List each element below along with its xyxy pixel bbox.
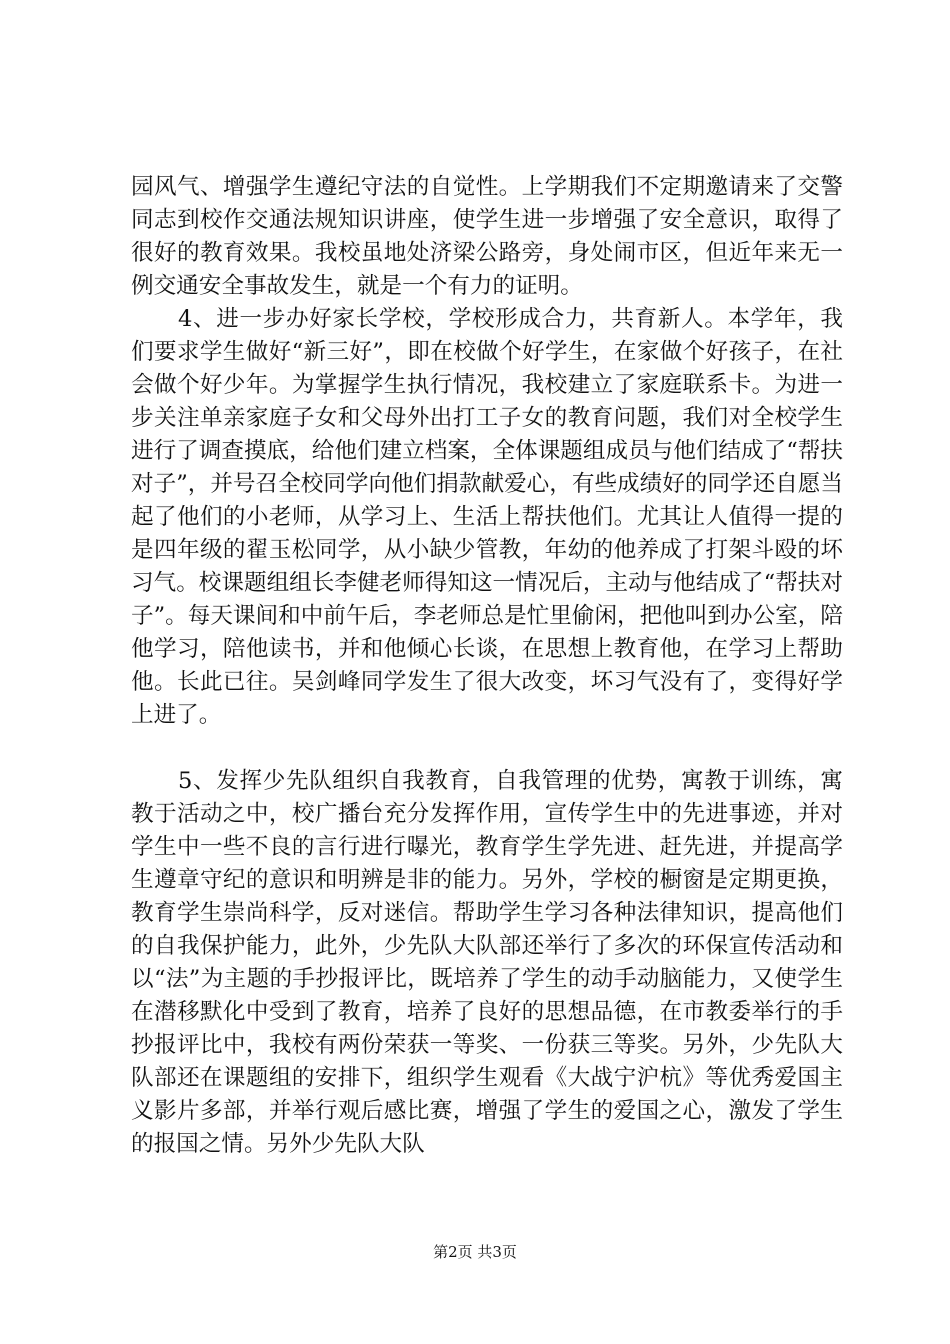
paragraph-item-4: 4、进一步办好家长学校，学校形成合力，共育新人。本学年，我们要求学生做好“新三好”，即在校做个好学生，在家做个好孩子，在社会做个好少年。为掌握学生执行情况，我校建立了家庭联系卡。为进一步关注单亲家庭子女和父母外出打工子女的教育问题，我们对全校学生进行了调查摸底，给他们建立档案，全体课题组成员与他们结成了“帮扶对子”，并号召全校同学向他们捐款献爱心，有些成绩好的同学还自愿当起了他们的小老师，从学习上、生活上帮扶他们。尤其让人值得一提的是四年级的翟玉松同学，从小缺少管教，年幼的他养成了打架斗殴的坏习气。校课题组组长李健老师得知这一情况后，主动与他结成了“帮扶对子”。每天课间和中前午后，李老师总是忙里偷闲，把他叫到办公室，陪他学习，陪他读书，并和他倾心长谈，在思想上教育他，在学习上帮助他。长此已往。吴剑峰同学发生了很大改变，坏习气没有了，变得好学上进了。 bbox=[131, 306, 843, 728]
page-number-footer: 第2页 共3页 bbox=[433, 1243, 517, 1261]
document-body bbox=[131, 171, 843, 1161]
paragraph-continuation: 园风气、增强学生遵纪守法的自觉性。上学期我们不定期邀请来了交警同志到校作交通法规知识讲座，使学生进一步增强了安全意识，取得了很好的教育效果。我校虽地处济梁公路旁，身处闹市区，但近年来无一例交通安全事故发生，就是一个有力的证明。 bbox=[131, 174, 843, 299]
paragraph-item-5: 5、发挥少先队组织自我教育，自我管理的优势，寓教于训练，寓教于活动之中，校广播台充分发挥作用，宣传学生中的先进事迹，并对学生中一些不良的言行进行曝光，教育学生学先进、赶先进，并提高学生遵章守纪的意识和明辨是非的能力。另外，学校的橱窗是定期更换，教育学生崇尚科学，反对迷信。帮助学生学习各种法律知识，提高他们的自我保护能力，此外，少先队大队部还举行了多次的环保宣传活动和以“法”为主题的手抄报评比，既培养了学生的动手动脑能力，又使学生在潜移默化中受到了教育，培养了良好的思想品德，在市教委举行的手抄报评比中，我校有两份荣获一等奖、一份获三等奖。另外，少先队大队部还在课题组的安排下，组织学生观看《大战宁沪杭》等优秀爱国主义影片多部，并举行观后感比赛，增强了学生的爱国之心，激发了学生的报国之情。另外少先队大队 bbox=[131, 768, 843, 1157]
